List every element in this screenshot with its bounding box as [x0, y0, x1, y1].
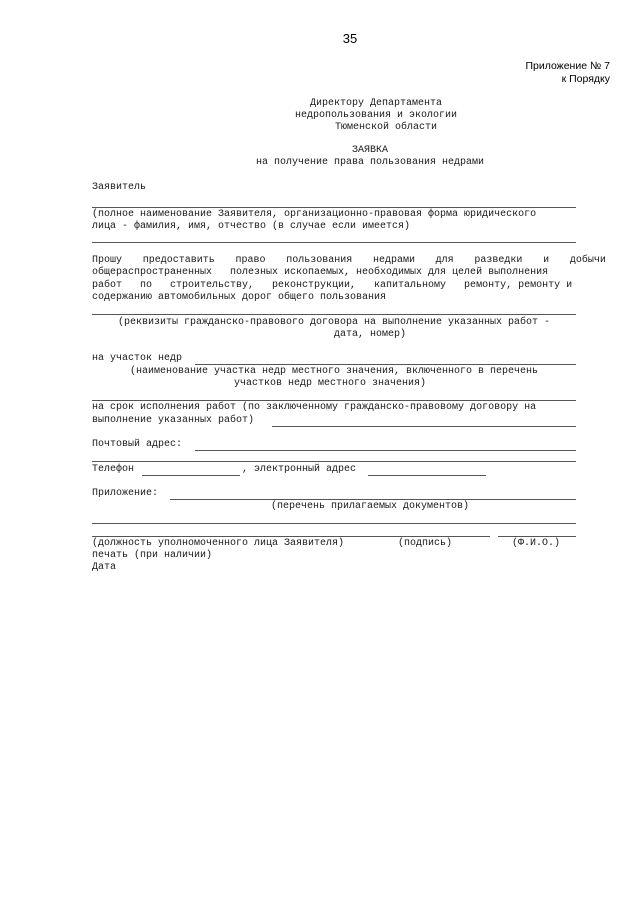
appendix-reference — [420, 60, 610, 86]
plot-hint-1: (наименование участка недр местного значения, включенного в перечень — [129, 366, 539, 377]
request-word: добычи — [569, 255, 606, 266]
request-word: для — [435, 255, 454, 266]
contract-hint-2: дата, номер) — [333, 329, 406, 340]
signature-sign-hint: (подпись) — [398, 538, 453, 549]
applicant-hint-1: (полное наименование Заявителя, организационно-правовая форма юридического — [92, 209, 537, 220]
request-line-4: содержанию автомобильных дорог общего пользования — [92, 292, 387, 303]
plot-input-line[interactable] — [195, 364, 576, 365]
signature-position-hint: (должность уполномоченного лица Заявителя) — [92, 538, 345, 549]
date-label: Дата — [92, 562, 117, 573]
appendix-line-1: Приложение № 7 — [525, 60, 610, 72]
applicant-hint-2: лица - фамилия, имя, отчество (в случае если имеется) — [92, 221, 411, 232]
postal-label: Почтовый адрес: — [92, 439, 183, 450]
request-line-2: общераспространенных полезных ископаемых, необходимых для целей выполнения — [92, 267, 549, 278]
email-label: , электронный адрес — [242, 464, 357, 475]
term-separator-line — [92, 400, 576, 401]
request-word: разведки — [474, 255, 523, 266]
contract-hint-1: (реквизиты гражданско-правового договора на выполнение указанных работ - — [117, 317, 551, 328]
addressee-line-2: недропользования и экологии — [294, 110, 458, 121]
request-word: Прошу — [92, 255, 123, 266]
signature-name-hint: (Ф.И.О.) — [512, 538, 561, 549]
attachment-input-line-1[interactable] — [170, 499, 576, 500]
signature-input-line-name[interactable] — [498, 536, 576, 537]
email-input-line[interactable] — [368, 475, 486, 476]
contract-input-line[interactable] — [92, 314, 576, 315]
request-line-3: работ по строительству, реконструкции, капитальному ремонту, ремонту и — [92, 280, 573, 291]
attachment-hint: (перечень прилагаемых документов) — [270, 501, 470, 512]
page-number: 35 — [342, 31, 358, 46]
request-word: право — [235, 255, 266, 266]
document-subtitle: на получение права пользования недрами — [255, 157, 485, 168]
postal-input-line-2[interactable] — [92, 461, 576, 462]
stamp-label: печать (при наличии) — [92, 550, 213, 561]
request-word: и — [543, 255, 550, 266]
request-word: недрами — [372, 255, 415, 266]
applicant-input-line-2[interactable] — [92, 242, 576, 243]
plot-label: на участок недр — [92, 353, 183, 364]
term-line-1: на срок исполнения работ (по заключенному гражданско-правовому договору на — [92, 402, 537, 413]
document-title: ЗАЯВКА — [351, 145, 388, 156]
attachment-input-line-2[interactable] — [92, 523, 576, 524]
appendix-line-2: к Порядку — [561, 73, 610, 85]
addressee-line-1: Директору Департамента — [309, 98, 443, 109]
plot-hint-2: участков недр местного значения) — [233, 378, 427, 389]
request-word: пользования — [286, 255, 353, 266]
attachment-label: Приложение: — [92, 488, 159, 499]
phone-label: Телефон — [92, 464, 135, 475]
request-line-1 — [92, 256, 606, 266]
term-input-line[interactable] — [272, 426, 576, 427]
signature-input-line-main[interactable] — [92, 536, 490, 537]
term-line-2: выполнение указанных работ) — [92, 415, 255, 426]
request-word: предоставить — [142, 255, 215, 266]
addressee-line-3: Тюменской области — [334, 122, 438, 133]
postal-input-line-1[interactable] — [195, 450, 576, 451]
applicant-input-line-1[interactable] — [92, 207, 576, 208]
applicant-label: Заявитель — [92, 182, 147, 193]
phone-input-line[interactable] — [142, 475, 240, 476]
